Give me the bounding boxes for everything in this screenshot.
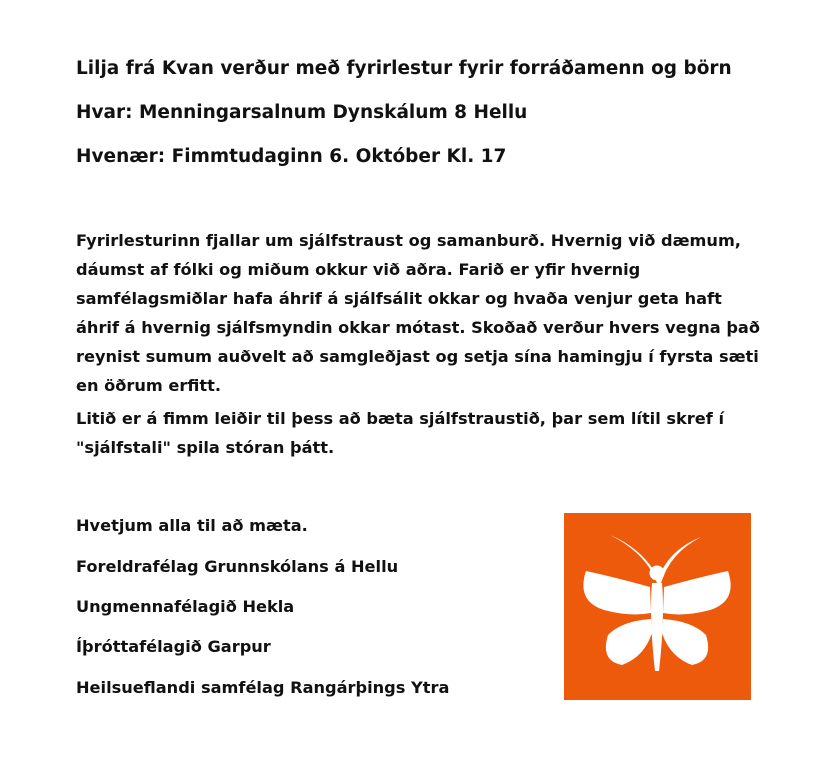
organizer-name: Íþróttafélagið Garpur: [76, 637, 271, 656]
butterfly-person-icon: [564, 513, 751, 700]
heading-location: Hvar: Menningarsalnum Dynskálum 8 Hellu: [76, 102, 528, 123]
kvan-logo: [564, 513, 751, 700]
organizer-name: Ungmennafélagið Hekla: [76, 597, 295, 616]
invite-text: Hvetjum alla til að mæta.: [76, 516, 308, 535]
organizer-name: Foreldrafélag Grunnskólans á Hellu: [76, 557, 399, 576]
heading-lecture: Lilja frá Kvan verður með fyrirlestur fyrir forráðamenn og börn: [76, 58, 732, 79]
heading-time: Hvenær: Fimmtudaginn 6. Október Kl. 17: [76, 146, 507, 167]
organizer-name: Heilsueflandi samfélag Rangárþings Ytra: [76, 678, 450, 697]
description-paragraph: Fyrirlesturinn fjallar um sjálfstraust og samanburð. Hvernig við dæmum, dáumst af fólki og miðum okkur við aðra. Farið er yfir hvernig samfélagsmiðlar hafa áhrif á sjálfsálit okkar og hvaða venjur geta haft áhrif á hvernig sjálfsmyndin okkar mótast. Skoðað verður hvers vegna það reynist sumum auðvelt að samgleðjast og setja sína hamingju í fyrsta sæti en öðrum erfitt.: [76, 231, 760, 395]
tips-paragraph: Litið er á fimm leiðir til þess að bæta sjálfstraustið, þar sem lítil skref í "sjálfstali" spila stóran þátt.: [76, 409, 724, 457]
